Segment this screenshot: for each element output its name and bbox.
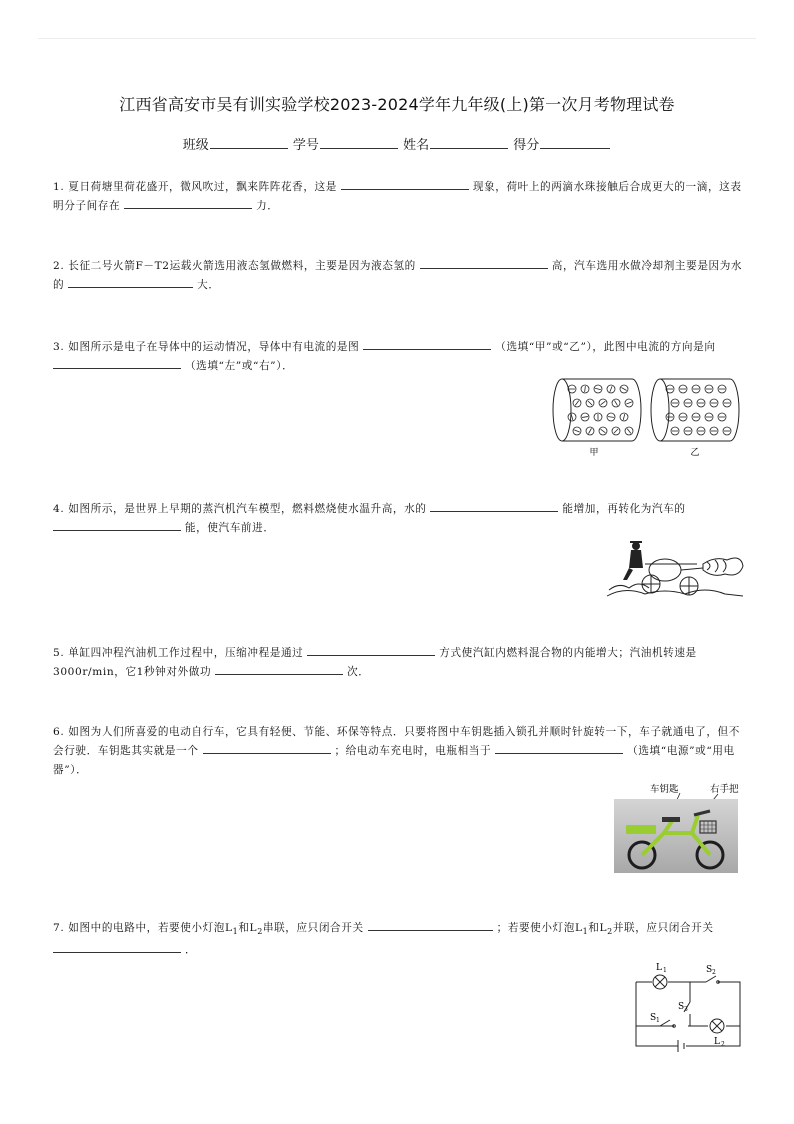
electron-direction-mark (575, 401, 579, 406)
figure-label-jia: 甲 (589, 448, 599, 457)
label-s1-sub: 1 (656, 1017, 660, 1024)
answer-blank[interactable] (341, 178, 469, 190)
question-number: 3. (53, 341, 65, 353)
electron-direction-mark (588, 401, 592, 405)
electron-direction-mark (608, 417, 614, 418)
lamp-symbol-l2 (599, 922, 613, 937)
question-text: 如图所示，是世界上早期的蒸汽机汽车模型，燃料燃烧使水温升高，水的 (68, 503, 427, 515)
question-text: ；若要使小灯泡 (496, 922, 575, 934)
answer-blank[interactable] (215, 663, 343, 675)
lamp-letter: L (574, 922, 583, 934)
electron-direction-mark (601, 429, 606, 433)
figure-label-yi: 乙 (690, 448, 700, 457)
question-number: 1. (53, 181, 65, 193)
question-text: 次． (347, 666, 370, 678)
lamp-symbol-l1 (574, 922, 589, 937)
label-right-handle: 右手把 (710, 784, 739, 795)
id-blank[interactable] (320, 136, 398, 149)
answer-blank[interactable] (420, 257, 548, 269)
page-title: 江西省高安市吴有训实验学校2023-2024学年九年级(上)第一次月考物理试卷 (119, 95, 675, 114)
answer-blank[interactable] (495, 742, 623, 754)
question-number: 5. (53, 647, 65, 659)
question-text: 力． (256, 200, 279, 212)
lamp-subscript: 2 (257, 927, 263, 937)
electron-direction-mark (585, 386, 586, 392)
question-5 (53, 644, 743, 682)
info-class-label: 班级 (182, 138, 209, 153)
question-text: 能，使汽车前进． (184, 522, 275, 534)
answer-blank[interactable] (53, 519, 181, 531)
info-name-label: 姓名 (403, 138, 430, 153)
top-rule (38, 38, 756, 39)
answer-blank[interactable] (53, 357, 181, 369)
question-text: 串联，应只闭合开关 (262, 922, 364, 934)
electron-direction-mark (614, 429, 618, 433)
label-l1: L (656, 963, 662, 973)
lamp-subscript: 2 (607, 927, 613, 937)
electron-direction-mark (574, 430, 580, 432)
label-l2-sub: 2 (721, 1041, 725, 1048)
question-2 (53, 257, 743, 295)
question-number: 7. (53, 922, 65, 934)
question-text: 大． (197, 279, 220, 291)
label-s3-sub: 3 (684, 1006, 688, 1013)
question-text: 并联，应只闭合开关 (612, 922, 714, 934)
label-s2: S (706, 965, 713, 975)
question-3 (53, 338, 743, 376)
label-s1: S (650, 1013, 657, 1023)
answer-blank[interactable] (203, 742, 331, 754)
question-4 (53, 500, 743, 538)
name-blank[interactable] (430, 136, 508, 149)
electron-direction-mark (614, 400, 617, 405)
info-score-label: 得分 (513, 138, 540, 153)
circuit-diagram-figure (630, 958, 746, 1056)
electron-direction-mark (621, 388, 626, 391)
info-id-label: 学号 (292, 138, 319, 153)
question-text: （选填“左”或“右”）． (184, 360, 294, 372)
question-text: 方式使汽缸内燃料混合物的内能增大；汽油机转速是3000r/min，它1秒钟对外做功 (53, 647, 697, 678)
label-s2-sub: 2 (712, 969, 716, 976)
question-number: 6. (53, 726, 65, 738)
electron-direction-mark (601, 401, 606, 405)
question-text: （选填“甲”或“乙”），此图中电流的方向是向 (495, 341, 716, 353)
question-text: （选填“电源”或“用电器”）． (53, 745, 735, 776)
label-s3: S (678, 1002, 685, 1012)
conductor-electrons-figure (550, 375, 746, 457)
lamp-letter: L (249, 922, 258, 934)
answer-blank[interactable] (363, 338, 491, 350)
label-car-key: 车钥匙 (650, 784, 679, 795)
question-6 (53, 723, 743, 780)
answer-blank[interactable] (430, 500, 558, 512)
question-text: 和 (588, 922, 600, 934)
question-1 (53, 178, 743, 216)
lamp-subscript: 1 (232, 927, 239, 937)
electron-direction-mark (610, 386, 612, 392)
lamp-letter: L (225, 922, 233, 934)
lamp-letter: L (599, 922, 608, 934)
answer-blank[interactable] (68, 276, 193, 288)
question-text: ；给电动车充电时，电瓶相当于 (334, 745, 492, 757)
question-text: 夏日荷塘里荷花盛开，微风吹过，飘来阵阵花香，这是 (68, 181, 337, 193)
question-text: ． (184, 944, 197, 957)
question-text: 单缸四冲程汽油机工作过程中，压缩冲程是通过 (68, 647, 304, 659)
steam-car-figure (605, 538, 745, 600)
class-blank[interactable] (210, 136, 288, 149)
question-number: 4. (53, 503, 65, 515)
electric-bike-figure (612, 781, 744, 875)
answer-blank[interactable] (124, 197, 252, 209)
question-text: 高，汽车选用水做冷却剂主要是因为水的 (53, 260, 743, 291)
score-blank[interactable] (540, 136, 610, 149)
label-l1-sub: 1 (663, 967, 667, 974)
question-text: 如图所示是电子在导体中的运动情况，导体中有电流的是图 (68, 341, 360, 353)
question-number: 2. (53, 260, 65, 272)
question-text: 能增加，再转化为汽车的 (562, 503, 686, 515)
electron-direction-mark (623, 414, 624, 420)
label-l2: L (714, 1037, 720, 1047)
answer-blank[interactable] (307, 644, 435, 656)
electron-direction-mark (589, 428, 592, 433)
lamp-subscript: 1 (582, 927, 589, 937)
electron-direction-mark (626, 402, 632, 404)
question-text: 现象，荷叶上的两滴水珠接触后合成更大的一滴，这表明分子间存在 (53, 181, 742, 212)
lamp-symbol-l2 (249, 922, 263, 937)
answer-blank[interactable] (368, 919, 493, 931)
question-text: 如图为人们所喜爱的电动自行车，它具有轻便、节能、环保等特点．只要将图中车钥匙插入锁孔并顺时针旋转一下，车子就通电了，但不会行驶．车钥匙其实就是一个 (53, 726, 740, 757)
question-text: 和 (238, 922, 250, 934)
question-text: 长征二号火箭F－T2运载火箭选用液态氢做燃料，主要是因为液态氢的 (68, 260, 416, 272)
electron-direction-mark (571, 414, 573, 420)
electron-direction-mark (582, 417, 588, 418)
question-text: 如图中的电路中，若要使小灯泡 (68, 922, 225, 934)
lamp-symbol-l1 (225, 922, 239, 937)
question-7 (53, 919, 743, 960)
electron-direction-mark (627, 429, 631, 434)
answer-blank[interactable] (53, 941, 181, 953)
electron-direction-mark (595, 388, 601, 390)
student-info (0, 134, 794, 153)
